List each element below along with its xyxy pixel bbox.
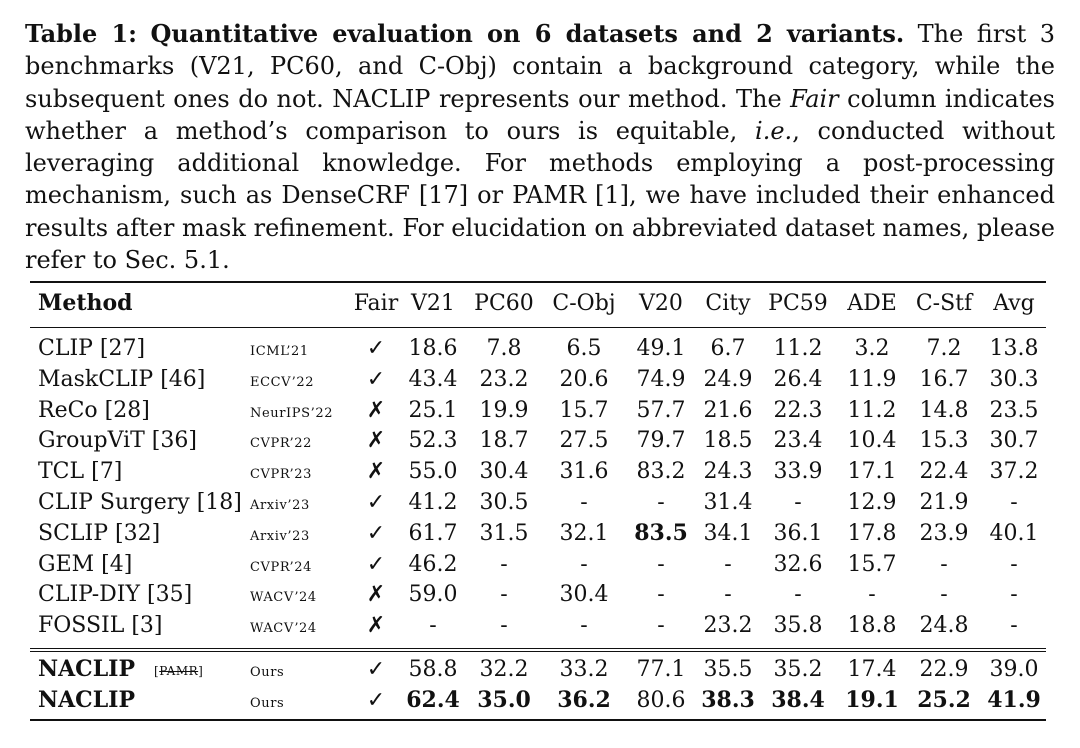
fair-mark: ✗ (366, 459, 386, 485)
header-v20: V20 (639, 291, 683, 316)
cell-v21: 46.2 (408, 551, 458, 577)
venue-label: CVPR’22 (250, 436, 313, 452)
cell-avg: 39.0 (989, 657, 1039, 682)
caption-text-3: , conducted without leveraging additional knowledge. For methods employing a post-processing mechanism, such as DenseCRF [17] or PAMR [1], we have included their enhanced results after mask refinement. For elucidation on abbreviated dataset names, please refer to Sec. 5.1. (25, 116, 1055, 275)
cell-v20: - (657, 613, 665, 639)
cell-cstf: 7.2 (926, 336, 962, 361)
venue-label: CVPR’23 (250, 467, 313, 483)
cell-pc60: 31.5 (479, 520, 529, 546)
header-rule (30, 327, 1046, 328)
cell-v21: 18.6 (408, 336, 458, 361)
cell-v20: - (657, 490, 665, 515)
cell-v21: 59.0 (408, 582, 458, 608)
cell-v20: 74.9 (636, 366, 686, 392)
cell-pc60: 19.9 (479, 397, 529, 423)
cell-cobj: 33.2 (559, 657, 609, 682)
cell-city: 21.6 (703, 397, 753, 423)
table-row (30, 487, 1046, 518)
fair-mark: ✓ (366, 551, 386, 577)
cell-city: 31.4 (703, 490, 753, 515)
cell-cstf: - (940, 551, 948, 577)
cell-cobj: - (580, 551, 588, 577)
cell-v20: 83.5 (634, 519, 688, 546)
cell-cobj: - (580, 490, 588, 515)
cell-ade: 19.1 (845, 687, 899, 713)
cell-city: 6.7 (710, 336, 746, 361)
method-name: CLIP [27] (38, 336, 146, 361)
cell-avg: 30.7 (989, 428, 1039, 454)
cell-cobj: 27.5 (559, 428, 609, 454)
cell-v21: 43.4 (408, 366, 458, 392)
table-row (30, 579, 1046, 610)
cell-pc59: 35.2 (773, 657, 823, 682)
fair-mark: ✓ (366, 336, 386, 361)
cell-city: 24.9 (703, 366, 753, 392)
cell-pc60: 32.2 (479, 657, 529, 682)
caption-title: Quantitative evaluation on 6 datasets and 2 variants. (150, 19, 905, 48)
method-name: NACLIP (38, 687, 135, 713)
table-row (30, 549, 1046, 580)
method-name: FOSSIL [3] (38, 613, 163, 639)
method-name: GroupViT [36] (38, 428, 197, 454)
cell-v21: 62.4 (406, 687, 460, 713)
cell-cobj: 15.7 (559, 397, 609, 423)
table-row (30, 395, 1046, 426)
cell-v21: 52.3 (408, 428, 458, 454)
cell-avg: - (1010, 551, 1018, 577)
table-row (30, 610, 1046, 641)
cell-city: - (724, 551, 732, 577)
cell-pc59: - (794, 582, 802, 608)
venue-label: Ours (250, 696, 285, 711)
header-v21: V21 (411, 291, 455, 316)
venue-label: CVPR’24 (250, 559, 313, 575)
cell-cstf: 22.4 (919, 459, 969, 485)
fair-mark: ✗ (366, 582, 386, 608)
cell-city: 34.1 (703, 520, 753, 546)
cell-v21: 25.1 (408, 397, 458, 423)
method-name: NACLIP (38, 656, 135, 682)
header-city: City (705, 291, 751, 316)
cell-pc60: 18.7 (479, 428, 529, 454)
venue-label: Arxiv’23 (250, 498, 310, 513)
cell-v20: 49.1 (636, 336, 686, 361)
table-header (30, 288, 1046, 319)
variant-name: PAMR (159, 664, 199, 678)
table-row (30, 364, 1046, 395)
cell-ade: 17.1 (847, 459, 897, 485)
method-name: ReCo [28] (38, 397, 150, 423)
cell-v20: 79.7 (636, 428, 686, 454)
cell-pc59: 33.9 (773, 459, 823, 485)
cell-cobj: 32.1 (559, 520, 609, 546)
top-rule (30, 281, 1046, 283)
cell-v20: - (657, 582, 665, 608)
table-caption (25, 18, 1055, 276)
cell-city: 23.2 (703, 613, 753, 639)
cell-cstf: 21.9 (919, 490, 969, 515)
cell-ade: - (868, 582, 876, 608)
cell-v20: 83.2 (636, 459, 686, 485)
cell-pc60: 7.8 (486, 336, 522, 361)
cell-ade: 11.9 (847, 366, 897, 392)
cell-pc59: 35.8 (773, 613, 823, 639)
cell-cobj: 31.6 (559, 459, 609, 485)
caption-text-1: The first 3 benchmarks (V21, PC60, and C-Obj) contain a background category, while the subsequent ones do not. NACLIP represents our method. The (25, 20, 1055, 113)
cell-cstf: 14.8 (919, 397, 969, 423)
cell-cstf: - (940, 582, 948, 608)
cell-v21: 41.2 (408, 490, 458, 515)
method-name: SCLIP [32] (38, 520, 161, 546)
method-name: MaskCLIP [46] (38, 366, 206, 392)
table-row (30, 333, 1046, 364)
cell-avg: 40.1 (989, 520, 1039, 546)
cell-pc60: - (500, 613, 508, 639)
cell-cstf: 15.3 (919, 428, 969, 454)
header-pc59: PC59 (768, 291, 828, 316)
ours-row (30, 685, 1046, 716)
fair-mark: ✓ (366, 520, 386, 546)
cell-cstf: 23.9 (919, 520, 969, 546)
variant-label (154, 656, 203, 687)
fair-mark: ✗ (366, 613, 386, 639)
cell-v20: 80.6 (636, 688, 686, 713)
venue-label: WACV’24 (250, 590, 317, 606)
cell-pc59: 11.2 (773, 336, 823, 361)
cell-ade: 10.4 (847, 428, 897, 454)
fair-mark: ✗ (366, 428, 386, 454)
cell-avg: 23.5 (989, 397, 1039, 423)
cell-ade: 17.4 (847, 657, 897, 682)
cell-pc59: 36.1 (773, 520, 823, 546)
cell-pc60: 23.2 (479, 366, 529, 392)
header-fair: Fair (353, 291, 399, 316)
ours-row (30, 654, 1046, 685)
cell-cobj: 6.5 (566, 336, 602, 361)
caption-label: Table 1: (25, 19, 138, 48)
fair-mark: ✓ (366, 366, 386, 392)
caption-text-2: column indicates whether a method’s comparison to ours is equitable, (25, 84, 1055, 145)
variant-bracket-open: [ (154, 664, 160, 678)
cell-v20: 57.7 (636, 397, 686, 423)
method-name: TCL [7] (38, 459, 123, 485)
cell-v21: 58.8 (408, 657, 458, 682)
cell-city: 38.3 (701, 687, 755, 713)
cell-pc60: 30.5 (479, 490, 529, 515)
bottom-rule (30, 719, 1046, 721)
cell-avg: 30.3 (989, 366, 1039, 392)
cell-pc60: - (500, 582, 508, 608)
table-row (30, 425, 1046, 456)
cell-pc59: 32.6 (773, 551, 823, 577)
cell-city: 35.5 (703, 657, 753, 682)
venue-label: Arxiv’23 (250, 528, 310, 544)
cell-avg: 37.2 (989, 459, 1039, 485)
method-name: GEM [4] (38, 551, 133, 577)
ours-rule-a (30, 648, 1046, 649)
cell-city: 24.3 (703, 459, 753, 485)
cell-cobj: 20.6 (559, 366, 609, 392)
cell-pc60: 35.0 (477, 687, 531, 713)
cell-cstf: 25.2 (917, 687, 971, 713)
cell-v21: - (429, 613, 437, 639)
cell-pc59: - (794, 490, 802, 515)
venue-label: ICML’21 (250, 344, 309, 359)
method-name: CLIP-DIY [35] (38, 582, 193, 608)
venue-label: Ours (250, 665, 285, 680)
caption-ie: i.e. (755, 116, 793, 145)
venue-label: ECCV’22 (250, 374, 315, 390)
cell-ade: 11.2 (847, 397, 897, 423)
cell-avg: 13.8 (989, 336, 1039, 361)
header-method: Method (38, 290, 133, 316)
cell-pc59: 22.3 (773, 397, 823, 423)
cell-cstf: 16.7 (919, 366, 969, 392)
header-pc60: PC60 (474, 291, 534, 316)
cell-ade: 15.7 (847, 551, 897, 577)
ours-rule-b (30, 651, 1046, 652)
venue-label: NeurIPS’22 (250, 405, 334, 421)
table-row (30, 456, 1046, 487)
fair-mark: ✓ (366, 657, 386, 682)
fair-mark: ✗ (366, 397, 386, 423)
header-avg: Avg (993, 291, 1035, 316)
cell-cobj: 36.2 (557, 687, 611, 713)
table-row (30, 518, 1046, 549)
cell-pc60: 30.4 (479, 459, 529, 485)
cell-ade: 18.8 (847, 613, 897, 639)
cell-v21: 61.7 (408, 520, 458, 546)
cell-avg: - (1010, 582, 1018, 608)
cell-city: 18.5 (703, 428, 753, 454)
cell-pc59: 23.4 (773, 428, 823, 454)
cell-avg: - (1010, 613, 1018, 639)
variant-bracket-close: ] (198, 664, 204, 678)
cell-ade: 17.8 (847, 520, 897, 546)
venue-label: WACV’24 (250, 621, 317, 637)
cell-cstf: 24.8 (919, 613, 969, 639)
cell-avg: 41.9 (987, 687, 1041, 713)
cell-pc59: 38.4 (771, 687, 825, 713)
fair-mark: ✓ (366, 490, 386, 515)
cell-city: - (724, 582, 732, 608)
cell-pc59: 26.4 (773, 366, 823, 392)
cell-ade: 12.9 (847, 490, 897, 515)
cell-v20: 77.1 (636, 657, 686, 682)
cell-v20: - (657, 551, 665, 577)
cell-v21: 55.0 (408, 459, 458, 485)
cell-ade: 3.2 (854, 336, 890, 361)
header-cobj: C-Obj (552, 291, 616, 316)
header-cstf: C-Stf (915, 291, 973, 316)
header-ade: ADE (847, 291, 897, 316)
cell-avg: - (1010, 490, 1018, 515)
cell-cstf: 22.9 (919, 657, 969, 682)
caption-fair-word: Fair (790, 84, 839, 113)
cell-cobj: - (580, 613, 588, 639)
cell-pc60: - (500, 551, 508, 577)
method-name: CLIP Surgery [18] (38, 490, 242, 515)
fair-mark: ✓ (366, 688, 386, 713)
cell-cobj: 30.4 (559, 582, 609, 608)
